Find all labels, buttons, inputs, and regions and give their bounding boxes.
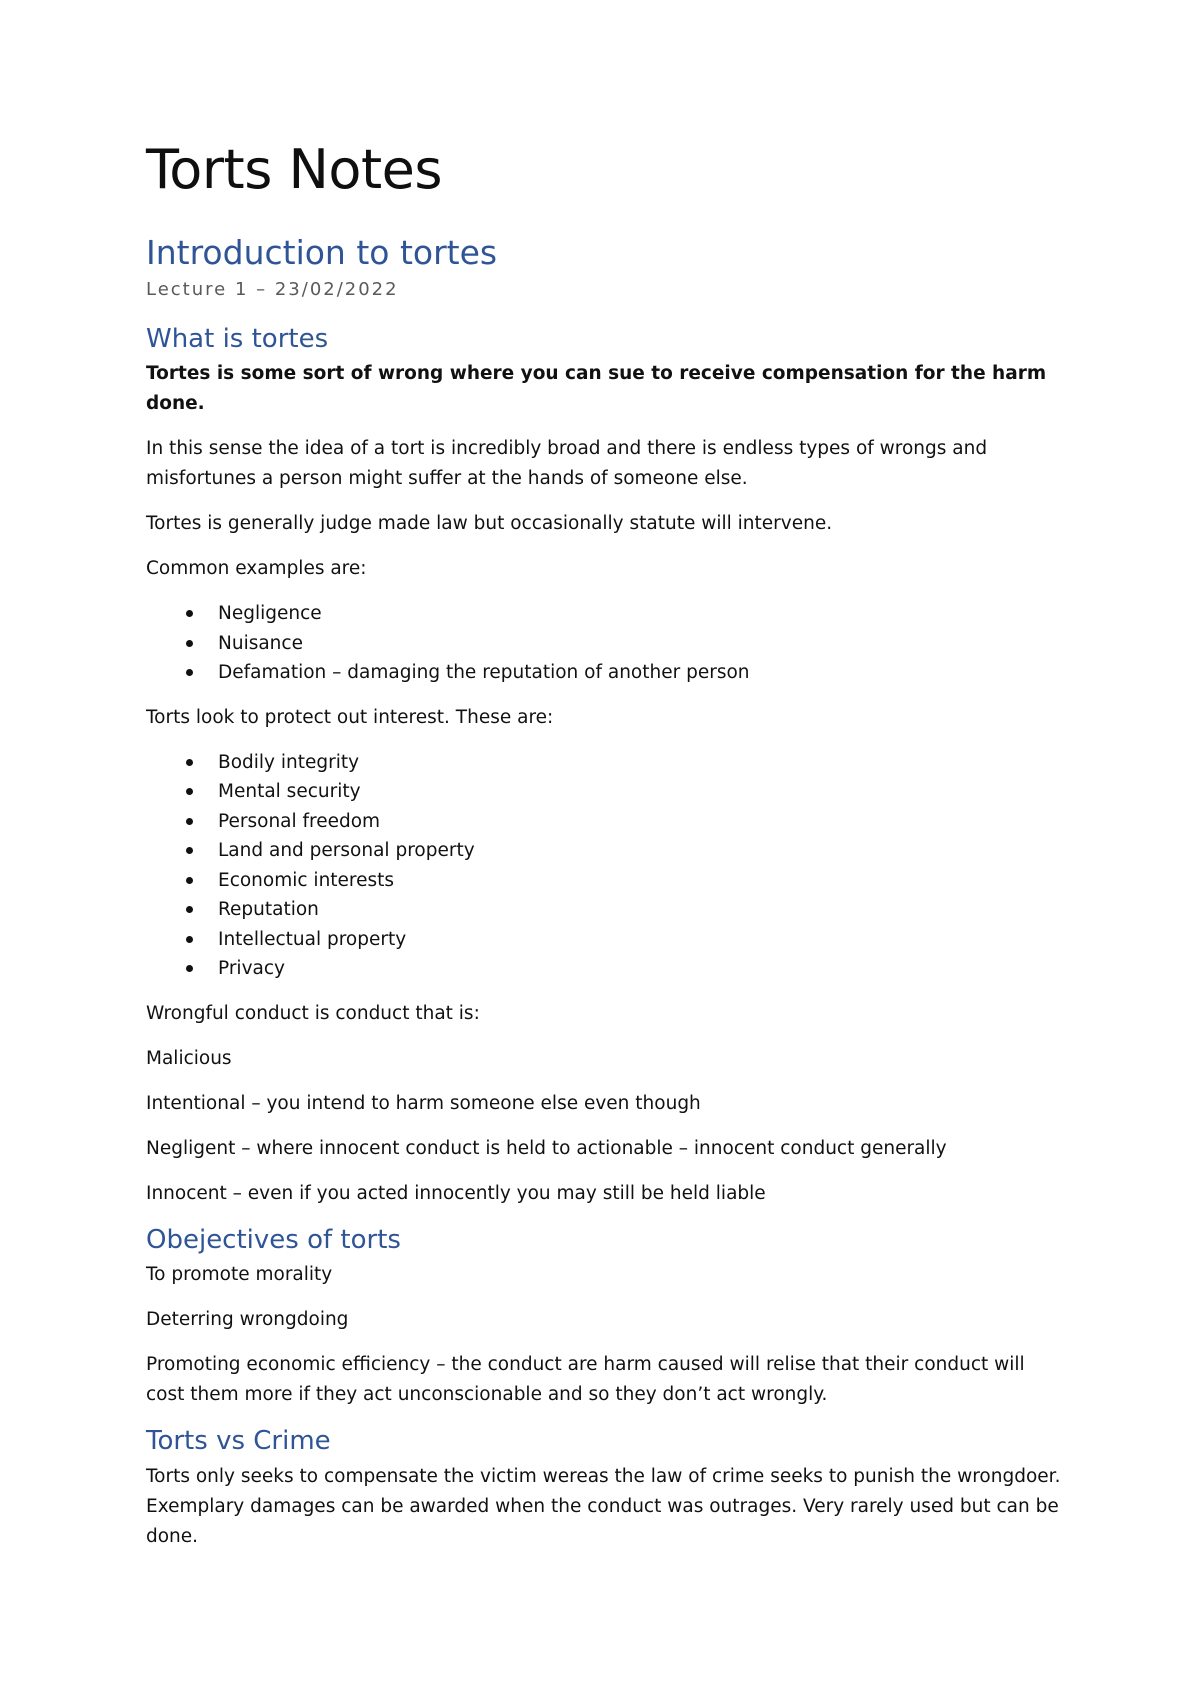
vs-crime-paragraph: Torts only seeks to compensate the victim wereas the law of crime seeks to punish the wrongdoer. Exemplary damages can be awarded when the conduct was outrages. Very rarely used but can be done. [146, 1465, 1061, 1547]
bullet-icon [186, 610, 193, 617]
vs-crime-heading: Torts vs Crime [146, 1426, 331, 1457]
interests-list [146, 748, 1066, 984]
wrongful-intro: Wrongful conduct is conduct that is: [146, 1002, 480, 1024]
negligent-paragraph: Negligent – where innocent conduct is held to actionable – innocent conduct generally [146, 1137, 947, 1159]
lecture-subtitle: Lecture 1 – 23/02/2022 [146, 278, 399, 300]
list-item [146, 866, 1066, 896]
section-heading: Introduction to tortes [146, 233, 498, 273]
innocent-paragraph: Innocent – even if you acted innocently you may still be held liable [146, 1182, 766, 1204]
list-item-label: Reputation [218, 899, 319, 921]
document-title: Torts Notes [146, 138, 442, 201]
definition-paragraph: Tortes is some sort of wrong where you can sue to receive compensation for the harm done. [146, 363, 1047, 415]
judge-made-paragraph: Tortes is generally judge made law but occasionally statute will intervene. [146, 513, 833, 535]
examples-intro: Common examples are: [146, 558, 367, 580]
list-item [146, 599, 1066, 629]
breadth-paragraph: In this sense the idea of a tort is incredibly broad and there is endless types of wrongs and misfortunes a person might suffer at the hands of someone else. [146, 438, 988, 490]
objective-deterring: Deterring wrongdoing [146, 1309, 349, 1331]
list-item [146, 836, 1066, 866]
list-item [146, 954, 1066, 984]
list-item [146, 895, 1066, 925]
list-item-label: Privacy [218, 958, 285, 980]
list-item-label: Intellectual property [218, 928, 407, 950]
bullet-icon [186, 818, 193, 825]
list-item-label: Economic interests [218, 869, 395, 891]
list-item [146, 658, 1066, 688]
list-item-label: Nuisance [218, 632, 303, 654]
bullet-icon [186, 847, 193, 854]
list-item-label: Defamation – damaging the reputation of another person [218, 662, 750, 684]
bullet-icon [186, 877, 193, 884]
document-body [146, 140, 1066, 1567]
bullet-icon [186, 906, 193, 913]
objective-morality: To promote morality [146, 1264, 333, 1286]
bullet-icon [186, 640, 193, 647]
list-item [146, 807, 1066, 837]
list-item [146, 925, 1066, 955]
interests-intro: Torts look to protect out interest. These are: [146, 706, 554, 728]
list-item-label: Negligence [218, 603, 322, 625]
list-item-label: Bodily integrity [218, 751, 360, 773]
what-is-heading: What is tortes [146, 323, 329, 354]
bullet-icon [186, 965, 193, 972]
list-item-label: Personal freedom [218, 810, 381, 832]
bullet-icon [186, 936, 193, 943]
list-item [146, 629, 1066, 659]
examples-list [146, 599, 1066, 688]
list-item [146, 777, 1066, 807]
malicious-paragraph: Malicious [146, 1047, 232, 1069]
objectives-heading: Obejectives of torts [146, 1224, 401, 1255]
objective-efficiency: Promoting economic efficiency – the conduct are harm caused will relise that their conduct will cost them more if they act unconscionable and so they don’t act wrongly. [146, 1354, 1025, 1406]
list-item-label: Land and personal property [218, 840, 475, 862]
list-item [146, 748, 1066, 778]
bullet-icon [186, 788, 193, 795]
intentional-paragraph: Intentional – you intend to harm someone else even though [146, 1092, 701, 1114]
bullet-icon [186, 759, 193, 766]
list-item-label: Mental security [218, 781, 361, 803]
bullet-icon [186, 669, 193, 676]
